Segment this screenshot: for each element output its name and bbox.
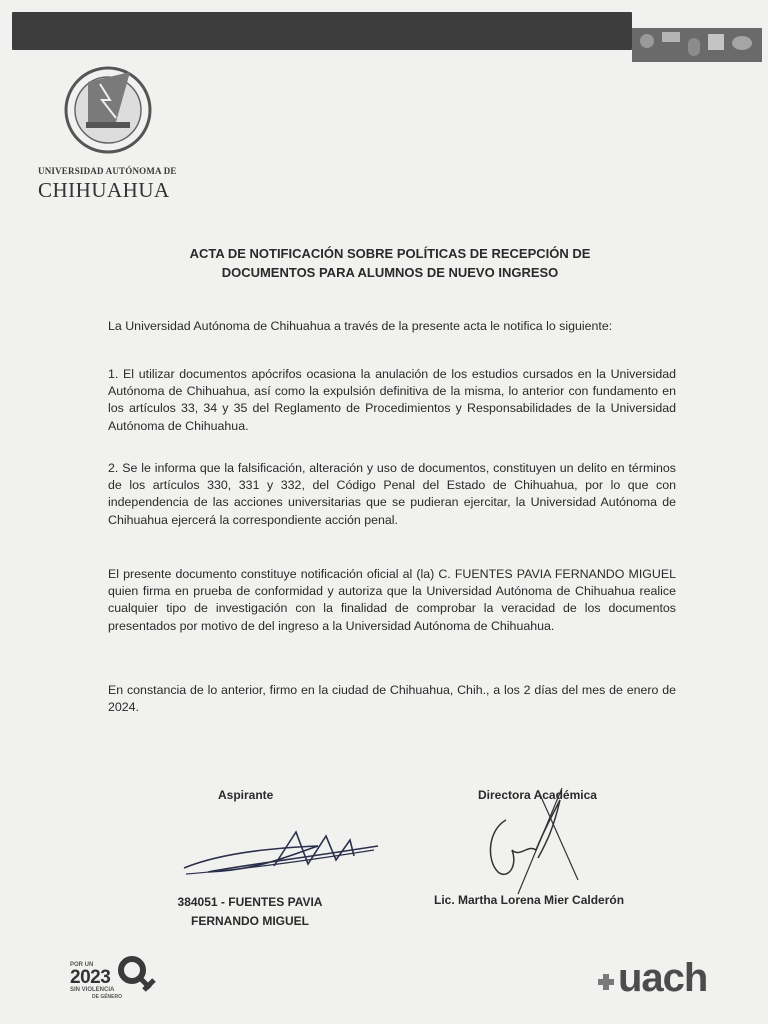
header-pattern xyxy=(632,28,762,62)
logo-university-name: UNIVERSIDAD AUTÓNOMA DE xyxy=(38,166,177,176)
paragraph-notification: El presente documento constituye notificación oficial al (la) C. FUENTES PAVIA FERNANDO MIGUEL quien firma en prueba de conformidad y autoriza que la Universidad Autónoma de Chihuahua realice cualquier tipo de investigación con la finalidad de comprobar la veracidad de los documentos presentados por motivo de del ingreso a la Universidad Autónoma de Chihuahua. xyxy=(108,567,676,633)
venus-symbol-icon xyxy=(114,954,162,998)
header-bar xyxy=(12,12,632,50)
director-signature xyxy=(478,780,588,900)
logo-state-name: CHIHUAHUA xyxy=(38,178,170,202)
applicant-name-line-2: FERNANDO MIGUEL xyxy=(191,914,309,928)
applicant-label: Aspirante xyxy=(218,788,274,802)
paragraph-intro: La Universidad Autónoma de Chihuahua a través de la presente acta le notifica lo siguiente: xyxy=(108,319,613,333)
plus-icon xyxy=(596,972,616,992)
director-name: Lic. Martha Lorena Mier Calderón xyxy=(434,893,625,907)
campaign-slogan-2: DE GÉNERO xyxy=(92,994,123,1000)
paragraph-closing: En constancia de lo anterior, firmo en la ciudad de Chihuahua, Chih., a los 2 días del mes de enero de 2024. xyxy=(108,683,676,715)
title-line-2: DOCUMENTOS PARA ALUMNOS DE NUEVO INGRESO xyxy=(221,265,559,280)
campaign-prefix: POR UN xyxy=(70,962,94,968)
applicant-name-line-1: 384051 - FUENTES PAVIA xyxy=(177,895,323,909)
paragraph-point-2: 2. Se le informa que la falsificación, alteración y uso de documentos, constituyen un delito en términos de los artículos 330, 331 y 332, del Código Penal del Estado de Chihuahua, por lo que con independencia de las acciones universitarias que se pudieran ejercitar, la Universidad Autónoma de Chihuahua ejercerá la correspondiente acción penal. xyxy=(108,461,676,527)
applicant-signature xyxy=(178,826,388,886)
document-title xyxy=(100,244,680,282)
campaign-year: 2023 xyxy=(70,967,111,988)
uach-brand: uach xyxy=(618,956,708,1000)
campaign-slogan: SIN VIOLENCIA xyxy=(70,987,115,993)
director-label: Directora Académica xyxy=(478,788,597,802)
applicant-name xyxy=(170,893,330,931)
paragraph-point-1: 1. El utilizar documentos apócrifos ocasiona la anulación de los estudios cursados en la Universidad Autónoma de Chihuahua, así como la expulsión definitiva de la misma, lo anterior con fundamento en los artículos 33, 34 y 35 del Reglamento de Procedimientos y Responsabilidades de la Universidad Autónoma de Chihuahua. xyxy=(108,367,676,433)
title-line-1: ACTA DE NOTIFICACIÓN SOBRE POLÍTICAS DE RECEPCIÓN DE xyxy=(189,246,591,261)
